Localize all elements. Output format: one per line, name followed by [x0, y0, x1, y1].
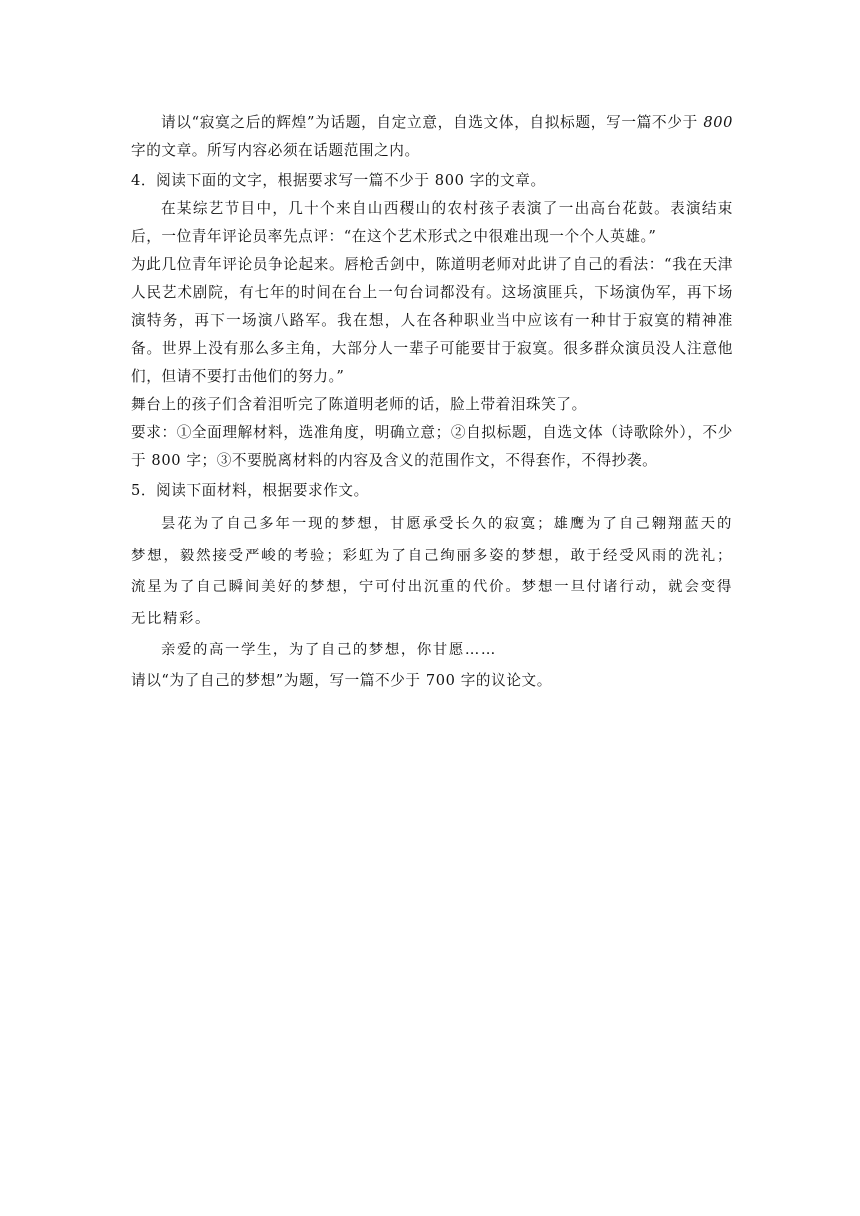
question-5-material-paragraph: 昙花为了自己多年一现的梦想，甘愿承受长久的寂寞；雄鹰为了自己翱翔蓝天的梦想，毅然接受严峻的考验；彩虹为了自己绚丽多姿的梦想，敢于经受风雨的洗礼；流星为了自己瞬间美好的梦想，宁可付出沉重的代价。梦想一旦付诸行动，就会变得无比精彩。 — [131, 516, 733, 627]
question-5-heading: 5．阅读下面材料，根据要求作文。 — [131, 482, 369, 499]
question-4-paragraph-2: 为此几位青年评论员争论起来。唇枪舌剑中，陈道明老师对此讲了自己的看法：“我在天津人民艺术剧院，有七年的时间在台上一句台词都没有。这场演匪兵，下场演伪军，再下场演特务，再下一场演八路军。我在想，人在各种职业当中应该有一种甘于寂寞的精神准备。世界上没有那么多主角，大部分人一辈子可能要甘于寂寞。很多群众演员没人注意他们，但请不要打击他们的努力。” — [131, 256, 733, 385]
topic-intro-word-count: 800 — [703, 114, 733, 131]
document-body — [131, 109, 733, 695]
question-5-instruction: 请以“为了自己的梦想”为题，写一篇不少于 700 字的议论文。 — [131, 671, 552, 689]
question-4-paragraph-3: 舞台上的孩子们含着泪听完了陈道明老师的话，脸上带着泪珠笑了。 — [131, 396, 587, 413]
question-4-paragraph-1: 在某综艺节目中，几十个来自山西稷山的农村孩子表演了一出高台花鼓。表演结束后，一位青年评论员率先点评：“在这个艺术形式之中很难出现一个个人英雄。” — [131, 200, 733, 245]
question-4-heading: 4．阅读下面的文字，根据要求写一篇不少于 800 字的文章。 — [131, 172, 546, 189]
question-5-material-closing: 亲爱的高一学生，为了自己的梦想，你甘愿…… — [161, 642, 497, 658]
question-4-requirement: 要求：①全面理解材料，选准角度，明确立意；②自拟标题，自选文体（诗歌除外），不少于 800 字；③不要脱离材料的内容及含义的范围作文，不得套作，不得抄袭。 — [131, 424, 733, 469]
topic-intro-prefix: 请以“寂寞之后的辉煌”为话题，自定立意，自选文体，自拟标题，写一篇不少于 — [161, 114, 704, 131]
topic-intro-paragraph — [131, 109, 733, 165]
topic-intro-suffix: 字的文章。所写内容必须在话题范围之内。 — [131, 142, 420, 159]
